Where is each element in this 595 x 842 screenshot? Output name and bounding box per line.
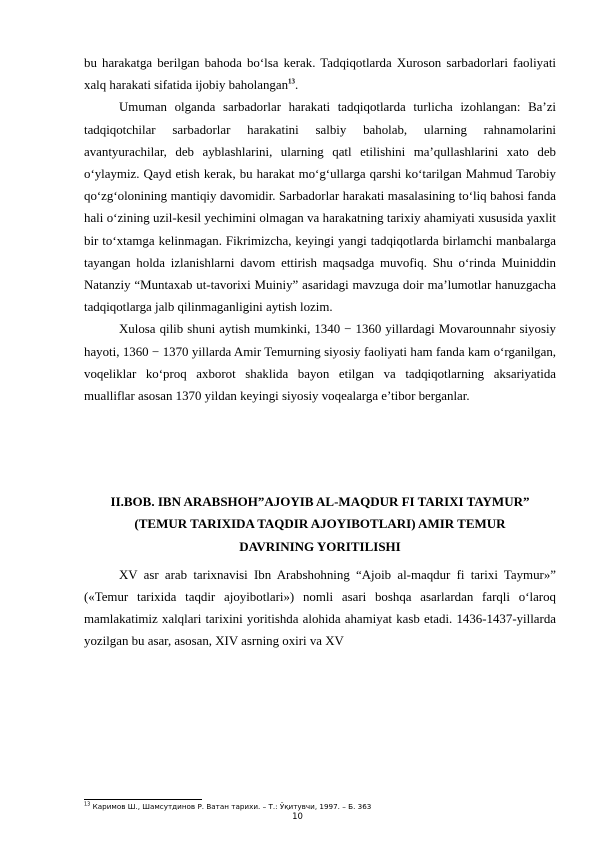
- paragraph-1-end: .: [295, 78, 299, 93]
- page-number: 10: [292, 812, 303, 822]
- chapter-heading-line-2: (TEMUR TARIXIDA TAQDIR AJOYIBOTLARI) AMIR TEMUR: [134, 516, 506, 532]
- footnote-reference[interactable]: 13: [288, 77, 296, 86]
- footnote-number: 13: [84, 801, 91, 808]
- chapter-heading: [84, 491, 556, 558]
- paragraph-1: [84, 52, 556, 96]
- chapter-heading-line-1: II.BOB. IBN ARABSHOH”AJOYIB AL-MAQDUR FI TARIXI TAYMUR”: [110, 494, 530, 510]
- paragraph-3: Xulosa qilib shuni aytish mumkinki, 1340 − 1360 yillardagi Movarounnahr siyosiy hayoti, 1360 − 1370 yillarda Amir Temurning siyosiy faoliyati ham fanda kam o‘rganilgan, voqeliklar ko‘proq axborot shaklida bayon etilgan va tadqiqotlarning aksariyatida mualliflar asosan 1370 yildan keyingi siyosiy voqealarga e’tibor berganlar.: [84, 322, 556, 404]
- footnote-separator: [84, 799, 202, 800]
- paragraph-4: XV asr arab tarixnavisi Ibn Arabshohning “Ajoib al-maqdur fi tarixi Taymur»” («Temur tarixida taqdir ajoyibotlari») nomli asari boshqa asarlardan farqli o‘laroq mamlakatimiz xalqlari tarixini yoritishda alohida ahamiyat kasb etadi. 1436-1437-yillarda yozilgan bu asar, asosan, XIV asrning oxiri va XV: [84, 567, 556, 649]
- chapter-heading-line-3: DAVRINING YORITILISHI: [239, 538, 401, 554]
- footnote-text: Каримов Ш., Шамсутдинов Р. Ватан тарихи. – Т.: Ўқитувчи, 1997. – Б. 363: [90, 802, 372, 811]
- paragraph-1-text: bu harakatga berilgan bahoda bo‘lsa kerak. Tadqiqotlarda Xuroson sarbadorlari faoliyati xalq harakati sifatida ijobiy baholangan: [84, 56, 556, 93]
- section-spacer: [84, 407, 556, 491]
- page-body: [84, 52, 556, 653]
- paragraph-2: Umuman olganda sarbadorlar harakati tadqiqotlarda turlicha izohlangan: Ba’zi tadqiqotchilar sarbadorlar harakatini salbiy baholab, ularning rahnamolarini avantyurachilar, deb ayblashlarini, ularning qatl etilishini ma’qullashlarini xato deb o‘ylaymiz. Qayd etish kerak, bu harakat mo‘g‘ullarga qarshi ko‘tarilgan Mahmud Tarobiy qo‘zg‘olonining mantiqiy davomidir. Sarbadorlar harakati masalasining to‘liq bahosi fanda hali o‘zining uzil-kesil yechimini olmagan va harakatning tarixiy ahamiyati xususida yaxlit bir to‘xtamga kelinmagan. Fikrimizcha, keyingi yangi tadqiqotlarda birlamchi manbalarga tayangan holda izlanishlarni davom ettirish maqsadga muvofiq. Shu o‘rinda Muiniddin Natanziy “Muntaxab ut-tavorixi Muiniy” asaridagi mavzuga doir ma’lumotlar hanuzgacha tadqiqotlarga jalb qilinmaganligini aytish lozim.: [84, 100, 556, 315]
